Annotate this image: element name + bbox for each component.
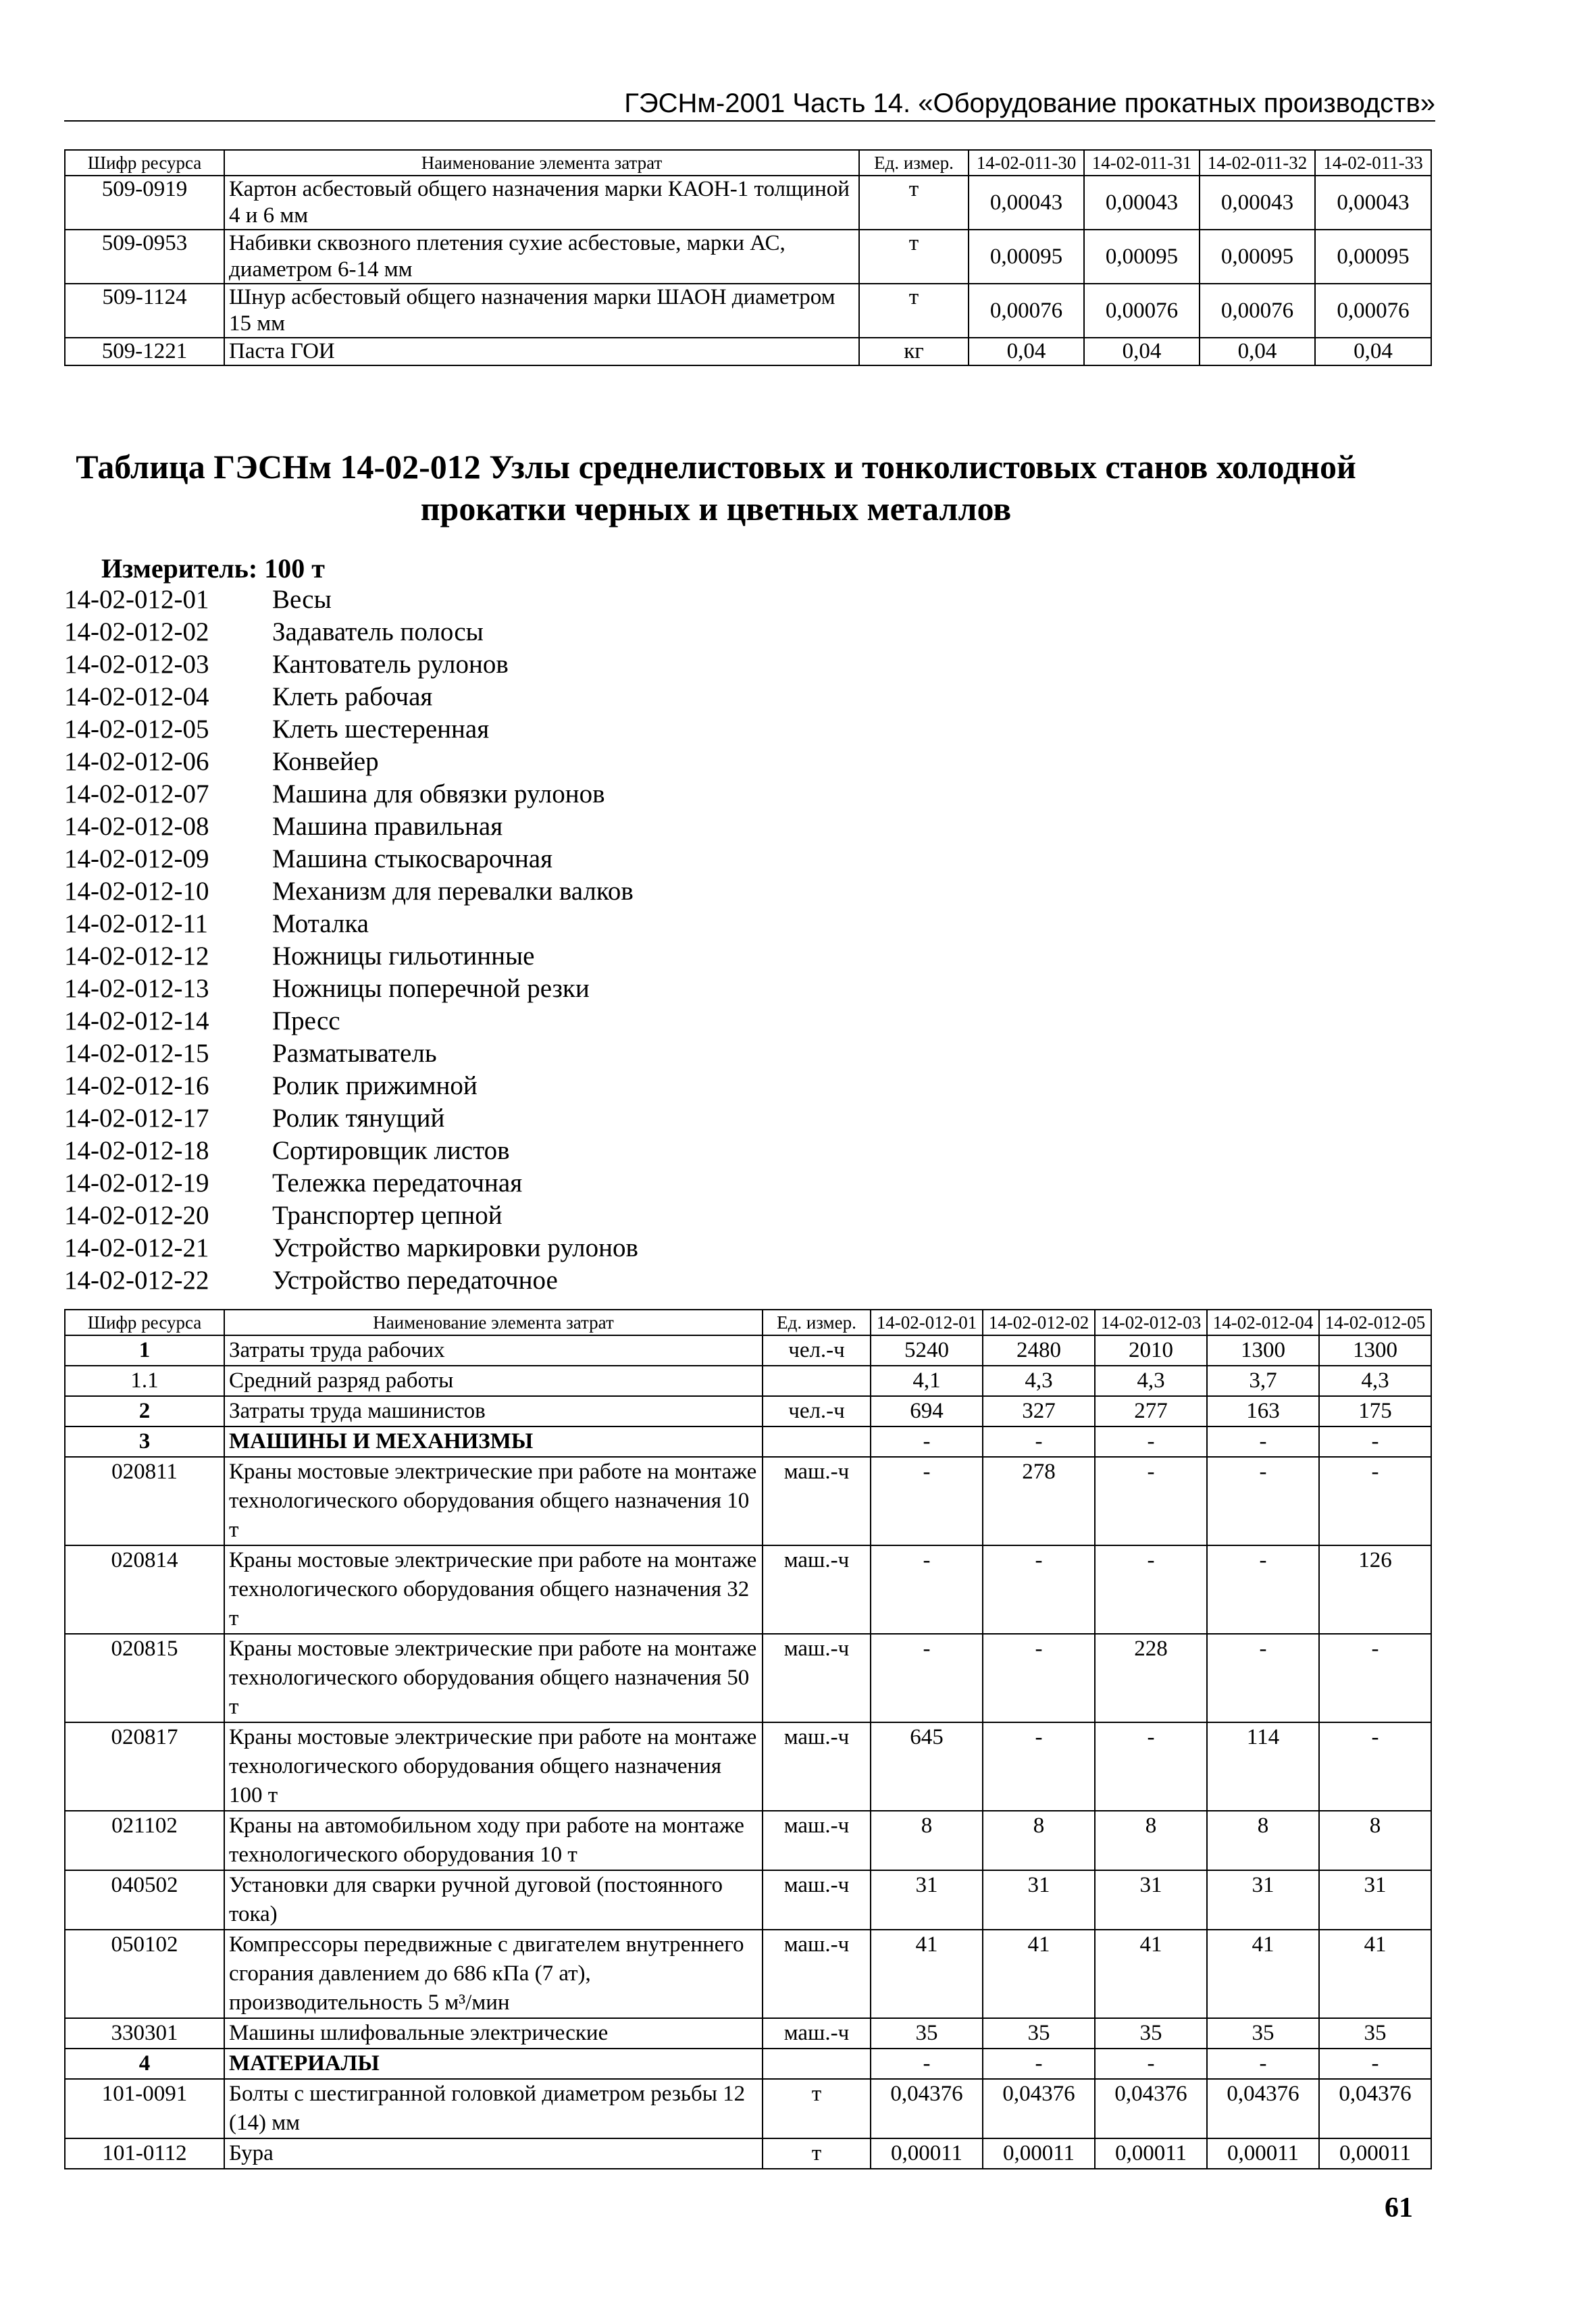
cell-value: - [1319, 2049, 1431, 2079]
cell-name: Краны на автомобильном ходу при работе на монтаже технологического оборудования 10 т [224, 1811, 763, 1870]
cell-value: 0,00076 [1200, 284, 1315, 338]
list-item [64, 1264, 638, 1297]
cell-value: 31 [983, 1870, 1095, 1930]
table-row [65, 338, 1431, 365]
cell-name: Бура [224, 2138, 763, 2169]
item-code: 14-02-012-03 [64, 650, 209, 679]
cell-name: Затраты труда рабочих [224, 1335, 763, 1366]
cell-code: 020811 [65, 1457, 224, 1545]
cell-value: 1300 [1207, 1335, 1319, 1366]
table-row [65, 1870, 1431, 1930]
cell-name: Краны мостовые электрические при работе на монтаже технологического оборудования общего назначения 100 т [224, 1722, 763, 1811]
cell-value: 8 [1319, 1811, 1431, 1870]
cell-unit [763, 1366, 871, 1396]
cell-value: 8 [983, 1811, 1095, 1870]
table-header-row [65, 150, 1431, 176]
table-row [65, 2049, 1431, 2079]
cell-code: 020814 [65, 1545, 224, 1634]
cell-unit: т [859, 284, 969, 338]
table-row [65, 1457, 1431, 1545]
cell-name: Компрессоры передвижные с двигателем внутреннего сгорания давлением до 686 кПа (7 ат), производительность 5 м³/мин [224, 1930, 763, 2018]
item-code: 14-02-012-08 [64, 812, 209, 841]
item-name: Тележка передаточная [272, 1168, 523, 1198]
cell-value: 0,00076 [969, 284, 1084, 338]
item-code: 14-02-012-21 [64, 1233, 209, 1262]
cell-value: - [871, 1457, 983, 1545]
item-code: 14-02-012-09 [64, 844, 209, 873]
table-row [65, 2138, 1431, 2169]
cell-code: 050102 [65, 1930, 224, 2018]
col-header-name: Наименование элемента затрат [224, 1310, 763, 1335]
materials-table-continued [64, 149, 1432, 366]
col-header-unit: Ед. измер. [859, 150, 969, 176]
cell-value: 0,04376 [983, 2079, 1095, 2138]
item-name: Механизм для перевалки валков [272, 877, 634, 906]
cell-value: 35 [1207, 2018, 1319, 2049]
table-row [65, 1396, 1431, 1426]
item-code: 14-02-012-19 [64, 1168, 209, 1198]
cell-value: 327 [983, 1396, 1095, 1426]
cell-value: 0,00011 [871, 2138, 983, 2169]
list-item [64, 843, 638, 875]
cell-value: 645 [871, 1722, 983, 1811]
cell-name: Средний разряд работы [224, 1366, 763, 1396]
cell-value: 114 [1207, 1722, 1319, 1811]
cell-code: 509-1221 [65, 338, 224, 365]
cell-code: 101-0112 [65, 2138, 224, 2169]
cell-value: - [983, 2049, 1095, 2079]
cell-unit [763, 2049, 871, 2079]
cell-value: - [1319, 1426, 1431, 1457]
cell-value: - [983, 1426, 1095, 1457]
table-row [65, 1545, 1431, 1634]
cell-value: - [1095, 1426, 1207, 1457]
list-item [64, 778, 638, 811]
cell-code: 4 [65, 2049, 224, 2079]
cell-name: Болты с шестигранной головкой диаметром резьбы 12 (14) мм [224, 2079, 763, 2138]
item-name: Машина для обвязки рулонов [272, 779, 605, 808]
cell-value: 0,00043 [1315, 176, 1431, 230]
item-code: 14-02-012-15 [64, 1039, 209, 1068]
cell-value: - [1207, 1545, 1319, 1634]
cell-value: 0,04 [969, 338, 1084, 365]
item-code: 14-02-012-11 [64, 909, 209, 938]
cell-value: - [1095, 1545, 1207, 1634]
item-name: Ножницы поперечной резки [272, 974, 590, 1003]
table-row [65, 176, 1431, 230]
cell-value: 41 [1319, 1930, 1431, 2018]
item-name: Ролик тянущий [272, 1104, 445, 1133]
item-code-list [64, 584, 638, 1297]
cell-value: 694 [871, 1396, 983, 1426]
cell-value: 2480 [983, 1335, 1095, 1366]
cell-value: 1300 [1319, 1335, 1431, 1366]
cell-value: 8 [1207, 1811, 1319, 1870]
cell-value: 31 [1095, 1870, 1207, 1930]
cell-value: 31 [1319, 1870, 1431, 1930]
list-item [64, 908, 638, 940]
cell-value: - [983, 1722, 1095, 1811]
item-name: Сортировщик листов [272, 1136, 510, 1165]
list-item [64, 616, 638, 648]
cell-code: 3 [65, 1426, 224, 1457]
cell-value: - [871, 1545, 983, 1634]
cell-value: 0,00076 [1084, 284, 1200, 338]
table-row [65, 1426, 1431, 1457]
cell-value: - [1319, 1634, 1431, 1722]
cell-value: 0,00043 [969, 176, 1084, 230]
item-code: 14-02-012-16 [64, 1071, 209, 1100]
item-name: Ролик прижимной [272, 1071, 478, 1100]
list-item [64, 1200, 638, 1232]
cell-value: 41 [1095, 1930, 1207, 2018]
cell-name: Краны мостовые электрические при работе на монтаже технологического оборудования общего назначения 32 т [224, 1545, 763, 1634]
cell-unit: маш.-ч [763, 1634, 871, 1722]
list-item [64, 1070, 638, 1102]
cell-value: 0,00011 [1207, 2138, 1319, 2169]
item-name: Моталка [272, 909, 369, 938]
cell-value: 41 [871, 1930, 983, 2018]
item-code: 14-02-012-14 [64, 1006, 209, 1035]
cell-value: - [871, 2049, 983, 2079]
cell-value: 0,04376 [1095, 2079, 1207, 2138]
cell-value: 0,00043 [1200, 176, 1315, 230]
col-header-norm: 14-02-011-31 [1084, 150, 1200, 176]
cell-unit: маш.-ч [763, 1930, 871, 2018]
cell-value: - [871, 1634, 983, 1722]
cell-code: 509-0919 [65, 176, 224, 230]
cell-code: 020817 [65, 1722, 224, 1811]
item-name: Кантователь рулонов [272, 650, 509, 679]
cell-name: Шнур асбестовый общего назначения марки ШАОН диаметром 15 мм [224, 284, 859, 338]
list-item [64, 1232, 638, 1264]
item-name: Задаватель полосы [272, 617, 484, 646]
table-row [65, 1722, 1431, 1811]
item-name: Ножницы гильотинные [272, 942, 535, 971]
cell-value: - [1207, 1457, 1319, 1545]
cell-name: Набивки сквозного плетения сухие асбестовые, марки АС, диаметром 6-14 мм [224, 230, 859, 284]
cell-value: 0,00095 [969, 230, 1084, 284]
cell-value: - [983, 1545, 1095, 1634]
item-code: 14-02-012-12 [64, 942, 209, 971]
item-name: Весы [272, 585, 332, 614]
cell-value: 35 [1319, 2018, 1431, 2049]
item-code: 14-02-012-05 [64, 715, 209, 744]
cell-value: 4,3 [1319, 1366, 1431, 1396]
table-header-row [65, 1310, 1431, 1335]
item-code: 14-02-012-01 [64, 585, 209, 614]
cell-name: Машины шлифовальные электрические [224, 2018, 763, 2049]
cell-unit: маш.-ч [763, 1870, 871, 1930]
cell-value: - [1319, 1722, 1431, 1811]
item-name: Пресс [272, 1006, 340, 1035]
cell-value: 35 [871, 2018, 983, 2049]
cell-value: 0,04 [1084, 338, 1200, 365]
list-item [64, 713, 638, 746]
item-name: Разматыватель [272, 1039, 437, 1068]
cell-value: 0,00076 [1315, 284, 1431, 338]
measure-label: Измеритель: [101, 553, 258, 584]
cell-value: 0,04 [1315, 338, 1431, 365]
col-header-norm: 14-02-012-05 [1319, 1310, 1431, 1335]
cell-name: МАТЕРИАЛЫ [224, 2049, 763, 2079]
cell-code: 330301 [65, 2018, 224, 2049]
cell-unit: маш.-ч [763, 1457, 871, 1545]
item-name: Машина стыкосварочная [272, 844, 553, 873]
item-code: 14-02-012-13 [64, 974, 209, 1003]
cell-value: 278 [983, 1457, 1095, 1545]
item-code: 14-02-012-06 [64, 747, 209, 776]
table-row [65, 1930, 1431, 2018]
cell-code: 021102 [65, 1811, 224, 1870]
list-item [64, 940, 638, 973]
item-code: 14-02-012-10 [64, 877, 209, 906]
cell-name: Паста ГОИ [224, 338, 859, 365]
list-item [64, 681, 638, 713]
cell-code: 509-0953 [65, 230, 224, 284]
cell-unit: кг [859, 338, 969, 365]
cell-value: 0,00095 [1315, 230, 1431, 284]
list-item [64, 1005, 638, 1037]
item-name: Конвейер [272, 747, 379, 776]
item-name: Клеть шестеренная [272, 715, 490, 744]
list-item [64, 746, 638, 778]
cell-value: - [1207, 1634, 1319, 1722]
cell-value: 31 [871, 1870, 983, 1930]
item-name: Клеть рабочая [272, 682, 433, 711]
cell-unit: т [763, 2079, 871, 2138]
cell-value: - [1207, 2049, 1319, 2079]
cell-value: 0,00095 [1084, 230, 1200, 284]
cell-value: 0,00043 [1084, 176, 1200, 230]
item-code: 14-02-012-20 [64, 1201, 209, 1230]
cell-value: 163 [1207, 1396, 1319, 1426]
item-code: 14-02-012-22 [64, 1266, 209, 1295]
list-item [64, 875, 638, 908]
cell-value: 0,04376 [1207, 2079, 1319, 2138]
cell-value: 41 [1207, 1930, 1319, 2018]
cell-code: 2 [65, 1396, 224, 1426]
table-row [65, 230, 1431, 284]
cell-value: 0,00011 [1319, 2138, 1431, 2169]
cell-code: 1 [65, 1335, 224, 1366]
cell-value: 8 [1095, 1811, 1207, 1870]
page-number: 61 [1385, 2192, 1413, 2223]
col-header-name: Наименование элемента затрат [224, 150, 859, 176]
item-code: 14-02-012-04 [64, 682, 209, 711]
table-row [65, 2018, 1431, 2049]
cell-value: 4,3 [1095, 1366, 1207, 1396]
resource-table [64, 1309, 1432, 2169]
cell-name: Краны мостовые электрические при работе на монтаже технологического оборудования общего назначения 50 т [224, 1634, 763, 1722]
cell-unit: маш.-ч [763, 2018, 871, 2049]
cell-value: 0,04 [1200, 338, 1315, 365]
cell-value: 0,00011 [1095, 2138, 1207, 2169]
item-name: Машина правильная [272, 812, 503, 841]
cell-unit: т [859, 176, 969, 230]
cell-name: МАШИНЫ И МЕХАНИЗМЫ [224, 1426, 763, 1457]
item-name: Транспортер цепной [272, 1201, 503, 1230]
cell-unit: т [763, 2138, 871, 2169]
cell-value: 0,04376 [1319, 2079, 1431, 2138]
col-header-norm: 14-02-012-01 [871, 1310, 983, 1335]
item-name: Устройство маркировки рулонов [272, 1233, 638, 1262]
col-header-norm: 14-02-012-03 [1095, 1310, 1207, 1335]
measure-unit [101, 552, 325, 584]
cell-value: - [1095, 2049, 1207, 2079]
col-header-norm: 14-02-012-04 [1207, 1310, 1319, 1335]
cell-value: - [871, 1426, 983, 1457]
cell-value: 35 [1095, 2018, 1207, 2049]
cell-value: 8 [871, 1811, 983, 1870]
cell-name: Картон асбестовый общего назначения марки КАОН-1 толщиной 4 и 6 мм [224, 176, 859, 230]
cell-code: 101-0091 [65, 2079, 224, 2138]
list-item [64, 648, 638, 681]
cell-unit: маш.-ч [763, 1722, 871, 1811]
cell-value: - [1319, 1457, 1431, 1545]
list-item [64, 1037, 638, 1070]
item-code: 14-02-012-02 [64, 617, 209, 646]
item-name: Устройство передаточное [272, 1266, 558, 1295]
cell-value: 5240 [871, 1335, 983, 1366]
cell-value: 4,1 [871, 1366, 983, 1396]
cell-unit: чел.-ч [763, 1396, 871, 1426]
item-code: 14-02-012-17 [64, 1104, 209, 1133]
cell-code: 1.1 [65, 1366, 224, 1396]
cell-value: 0,00095 [1200, 230, 1315, 284]
col-header-norm: 14-02-012-02 [983, 1310, 1095, 1335]
table-row [65, 1634, 1431, 1722]
cell-value: 35 [983, 2018, 1095, 2049]
cell-value: 0,04376 [871, 2079, 983, 2138]
cell-unit: чел.-ч [763, 1335, 871, 1366]
list-item [64, 1135, 638, 1167]
table-row [65, 2079, 1431, 2138]
cell-value: - [983, 1634, 1095, 1722]
table-row [65, 1335, 1431, 1366]
cell-name: Затраты труда машинистов [224, 1396, 763, 1426]
list-item [64, 584, 638, 616]
col-header-norm: 14-02-011-32 [1200, 150, 1315, 176]
list-item [64, 811, 638, 843]
table-row [65, 1366, 1431, 1396]
cell-value: 228 [1095, 1634, 1207, 1722]
cell-name: Установки для сварки ручной дуговой (постоянного тока) [224, 1870, 763, 1930]
col-header-norm: 14-02-011-33 [1315, 150, 1431, 176]
running-header: ГЭСНм-2001 Часть 14. «Оборудование прокатных производств» [64, 86, 1435, 122]
cell-unit: т [859, 230, 969, 284]
cell-code: 040502 [65, 1870, 224, 1930]
cell-value: 175 [1319, 1396, 1431, 1426]
cell-value: 0,00011 [983, 2138, 1095, 2169]
cell-value: 31 [1207, 1870, 1319, 1930]
col-header-norm: 14-02-011-30 [969, 150, 1084, 176]
cell-code: 020815 [65, 1634, 224, 1722]
cell-value: 3,7 [1207, 1366, 1319, 1396]
item-code: 14-02-012-07 [64, 779, 209, 808]
cell-value: - [1095, 1722, 1207, 1811]
table-row [65, 284, 1431, 338]
cell-value: - [1095, 1457, 1207, 1545]
col-header-unit: Ед. измер. [763, 1310, 871, 1335]
measure-value: 100 т [264, 553, 325, 584]
list-item [64, 1167, 638, 1200]
list-item [64, 973, 638, 1005]
cell-value: 277 [1095, 1396, 1207, 1426]
cell-unit [763, 1426, 871, 1457]
cell-unit: маш.-ч [763, 1545, 871, 1634]
col-header-code: Шифр ресурса [65, 1310, 224, 1335]
cell-value: 2010 [1095, 1335, 1207, 1366]
cell-value: 41 [983, 1930, 1095, 2018]
list-item [64, 1102, 638, 1135]
cell-value: - [1207, 1426, 1319, 1457]
table-row [65, 1811, 1431, 1870]
cell-value: 4,3 [983, 1366, 1095, 1396]
table-title: Таблица ГЭСНм 14-02-012 Узлы среднелистовых и тонколистовых станов холодной прокатки черных и цветных металлов [76, 448, 1356, 528]
cell-value: 126 [1319, 1545, 1431, 1634]
cell-unit: маш.-ч [763, 1811, 871, 1870]
col-header-code: Шифр ресурса [65, 150, 224, 176]
cell-code: 509-1124 [65, 284, 224, 338]
item-code: 14-02-012-18 [64, 1136, 209, 1165]
cell-name: Краны мостовые электрические при работе на монтаже технологического оборудования общего назначения 10 т [224, 1457, 763, 1545]
